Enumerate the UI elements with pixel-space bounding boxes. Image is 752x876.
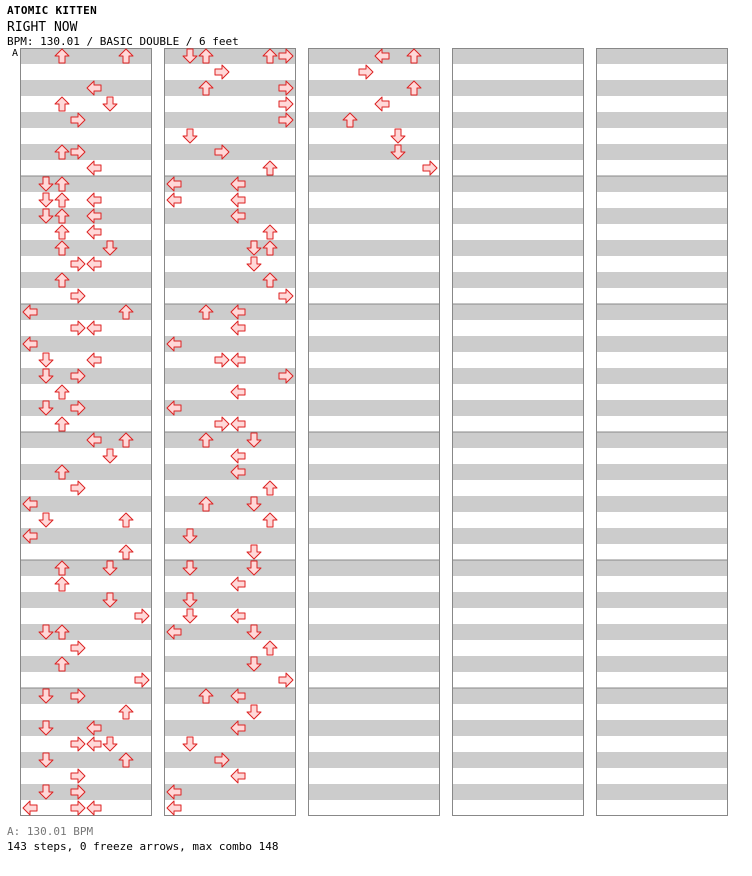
stripe-band xyxy=(452,784,584,800)
step-arrow-left xyxy=(231,449,245,463)
bpm-marker-label: A xyxy=(12,48,19,59)
stripe-band xyxy=(596,624,728,640)
step-arrow-left xyxy=(167,801,181,815)
stripe-band xyxy=(308,528,440,544)
step-arrow-right xyxy=(423,161,437,175)
step-arrow-up xyxy=(55,193,69,207)
stripe-band xyxy=(308,560,440,576)
step-arrow-left xyxy=(87,801,101,815)
step-arrow-up xyxy=(119,513,133,527)
stripe-band xyxy=(308,208,440,224)
chart-column-3 xyxy=(308,48,440,816)
step-arrow-left xyxy=(231,353,245,367)
stripe-band xyxy=(452,528,584,544)
step-arrow-left xyxy=(167,193,181,207)
stripe-band xyxy=(596,496,728,512)
chart-column-2 xyxy=(164,48,296,816)
stripe-band xyxy=(308,240,440,256)
stripe-band xyxy=(164,208,296,224)
step-arrow-left xyxy=(231,385,245,399)
stripe-band xyxy=(20,272,152,288)
song-title: RIGHT NOW xyxy=(7,20,78,35)
stripe-band xyxy=(308,624,440,640)
step-arrow-left xyxy=(87,257,101,271)
step-arrow-up xyxy=(55,417,69,431)
stripe-band xyxy=(308,688,440,704)
stripe-band xyxy=(452,624,584,640)
stripe-band xyxy=(596,272,728,288)
step-arrow-left xyxy=(87,737,101,751)
stripe-band xyxy=(308,752,440,768)
stripe-band xyxy=(308,720,440,736)
step-arrow-down xyxy=(39,353,53,367)
step-arrow-right xyxy=(279,289,293,303)
step-arrow-left xyxy=(375,97,389,111)
step-arrow-left xyxy=(231,417,245,431)
step-arrow-right xyxy=(71,737,85,751)
step-arrow-right xyxy=(71,321,85,335)
stripe-band xyxy=(596,656,728,672)
stripe-band xyxy=(452,496,584,512)
step-arrow-up xyxy=(55,225,69,239)
step-arrow-right xyxy=(215,417,229,431)
stripe-band xyxy=(308,592,440,608)
stripe-band xyxy=(164,432,296,448)
stripe-band xyxy=(20,656,152,672)
stripe-band xyxy=(452,464,584,480)
step-arrow-right xyxy=(71,257,85,271)
stripe-band xyxy=(596,176,728,192)
stripe-band xyxy=(20,496,152,512)
stripe-band xyxy=(596,592,728,608)
stripe-band xyxy=(164,624,296,640)
step-arrow-up xyxy=(119,545,133,559)
stripe-band xyxy=(452,592,584,608)
step-arrow-up xyxy=(263,641,277,655)
stripe-band xyxy=(452,272,584,288)
stripe-band xyxy=(164,80,296,96)
stripe-band xyxy=(596,400,728,416)
stripe-band xyxy=(20,592,152,608)
stripe-band xyxy=(596,464,728,480)
step-arrow-down xyxy=(247,257,261,271)
chart-column-4 xyxy=(452,48,584,816)
stripe-band xyxy=(164,464,296,480)
stripe-band xyxy=(596,48,728,64)
stripe-band xyxy=(452,752,584,768)
footer-step-stats: 143 steps, 0 freeze arrows, max combo 148 xyxy=(7,840,279,853)
stripe-band xyxy=(452,688,584,704)
step-arrow-up xyxy=(55,97,69,111)
stripe-band xyxy=(596,560,728,576)
stripe-band xyxy=(308,176,440,192)
stripe-band xyxy=(596,80,728,96)
song-info: BPM: 130.01 / BASIC DOUBLE / 6 feet xyxy=(7,35,239,48)
stripe-band xyxy=(20,144,152,160)
step-arrow-left xyxy=(87,225,101,239)
step-arrow-left xyxy=(87,193,101,207)
stripe-band xyxy=(452,176,584,192)
stripe-band xyxy=(452,240,584,256)
step-arrow-up xyxy=(263,513,277,527)
stripe-band xyxy=(596,112,728,128)
stripe-band xyxy=(452,368,584,384)
step-arrow-right xyxy=(71,481,85,495)
stripe-band xyxy=(452,336,584,352)
stripe-band xyxy=(596,336,728,352)
stripe-band xyxy=(164,304,296,320)
step-arrow-right xyxy=(71,289,85,303)
stripe-band xyxy=(308,656,440,672)
step-arrow-right xyxy=(279,97,293,111)
stripe-band xyxy=(452,656,584,672)
step-arrow-right xyxy=(71,769,85,783)
stripe-band xyxy=(164,496,296,512)
step-arrow-left xyxy=(231,609,245,623)
stripe-band xyxy=(164,720,296,736)
chart-column-1 xyxy=(20,48,152,816)
stripe-band xyxy=(596,784,728,800)
stripe-band xyxy=(20,464,152,480)
stripe-band xyxy=(308,400,440,416)
step-arrow-up xyxy=(263,481,277,495)
step-arrow-up xyxy=(119,705,133,719)
stripe-band xyxy=(20,560,152,576)
stripe-band xyxy=(164,176,296,192)
stripe-band xyxy=(596,688,728,704)
stripe-band xyxy=(308,272,440,288)
stripe-band xyxy=(308,496,440,512)
stripe-band xyxy=(20,240,152,256)
step-arrow-up xyxy=(55,577,69,591)
stripe-band xyxy=(596,240,728,256)
stripe-band xyxy=(164,144,296,160)
step-arrow-left xyxy=(23,801,37,815)
stripe-band xyxy=(164,368,296,384)
step-arrow-up xyxy=(263,161,277,175)
step-arrow-up xyxy=(55,385,69,399)
stripe-band xyxy=(20,336,152,352)
stripe-band xyxy=(164,400,296,416)
step-arrow-right xyxy=(279,673,293,687)
step-arrow-up xyxy=(263,225,277,239)
stripe-band xyxy=(20,528,152,544)
song-artist: ATOMIC KITTEN xyxy=(7,4,97,17)
step-arrow-left xyxy=(87,353,101,367)
stripe-band xyxy=(20,80,152,96)
step-arrow-down xyxy=(39,513,53,527)
step-arrow-down xyxy=(247,545,261,559)
step-arrow-left xyxy=(231,769,245,783)
stripe-band xyxy=(308,784,440,800)
step-arrow-left xyxy=(87,321,101,335)
stripe-band xyxy=(452,48,584,64)
step-arrow-right xyxy=(135,673,149,687)
stripe-band xyxy=(308,304,440,320)
stripe-band xyxy=(164,336,296,352)
stripe-band xyxy=(596,720,728,736)
step-arrow-left xyxy=(231,321,245,335)
step-arrow-down xyxy=(103,97,117,111)
step-arrow-down xyxy=(183,129,197,143)
stripe-band xyxy=(164,784,296,800)
step-arrow-down xyxy=(183,737,197,751)
step-arrow-down xyxy=(103,449,117,463)
stripe-band xyxy=(452,304,584,320)
step-arrow-left xyxy=(231,193,245,207)
footer-bpm-line: A: 130.01 BPM xyxy=(7,825,94,838)
stripe-band xyxy=(596,528,728,544)
stripe-band xyxy=(308,368,440,384)
stripe-band xyxy=(308,432,440,448)
step-arrow-down xyxy=(39,193,53,207)
stripe-band xyxy=(164,656,296,672)
stripe-band xyxy=(596,208,728,224)
stripe-band xyxy=(452,720,584,736)
stripe-band xyxy=(308,464,440,480)
stripe-band xyxy=(308,112,440,128)
step-arrow-right xyxy=(71,641,85,655)
stripe-band xyxy=(452,112,584,128)
step-arrow-left xyxy=(231,577,245,591)
stripe-band xyxy=(452,80,584,96)
step-arrow-right xyxy=(215,353,229,367)
stripe-band xyxy=(596,368,728,384)
stripe-band xyxy=(452,400,584,416)
stripe-band xyxy=(452,432,584,448)
step-arrow-down xyxy=(103,737,117,751)
stripe-band xyxy=(20,112,152,128)
chart-column-5 xyxy=(596,48,728,816)
stripe-band xyxy=(164,688,296,704)
step-arrow-right xyxy=(71,801,85,815)
stripe-band xyxy=(452,144,584,160)
stripe-band xyxy=(308,336,440,352)
stripe-band xyxy=(452,208,584,224)
step-arrow-right xyxy=(359,65,373,79)
step-arrow-right xyxy=(215,65,229,79)
stripe-band xyxy=(596,432,728,448)
stripe-band xyxy=(308,144,440,160)
step-arrow-down xyxy=(247,705,261,719)
step-arrow-left xyxy=(87,161,101,175)
stripe-band xyxy=(596,144,728,160)
stripe-band xyxy=(596,304,728,320)
stripe-band xyxy=(596,752,728,768)
stripe-band xyxy=(452,560,584,576)
step-arrow-down xyxy=(183,609,197,623)
stripe-band xyxy=(164,112,296,128)
step-arrow-right xyxy=(135,609,149,623)
stripe-band xyxy=(164,752,296,768)
step-arrow-down xyxy=(391,129,405,143)
